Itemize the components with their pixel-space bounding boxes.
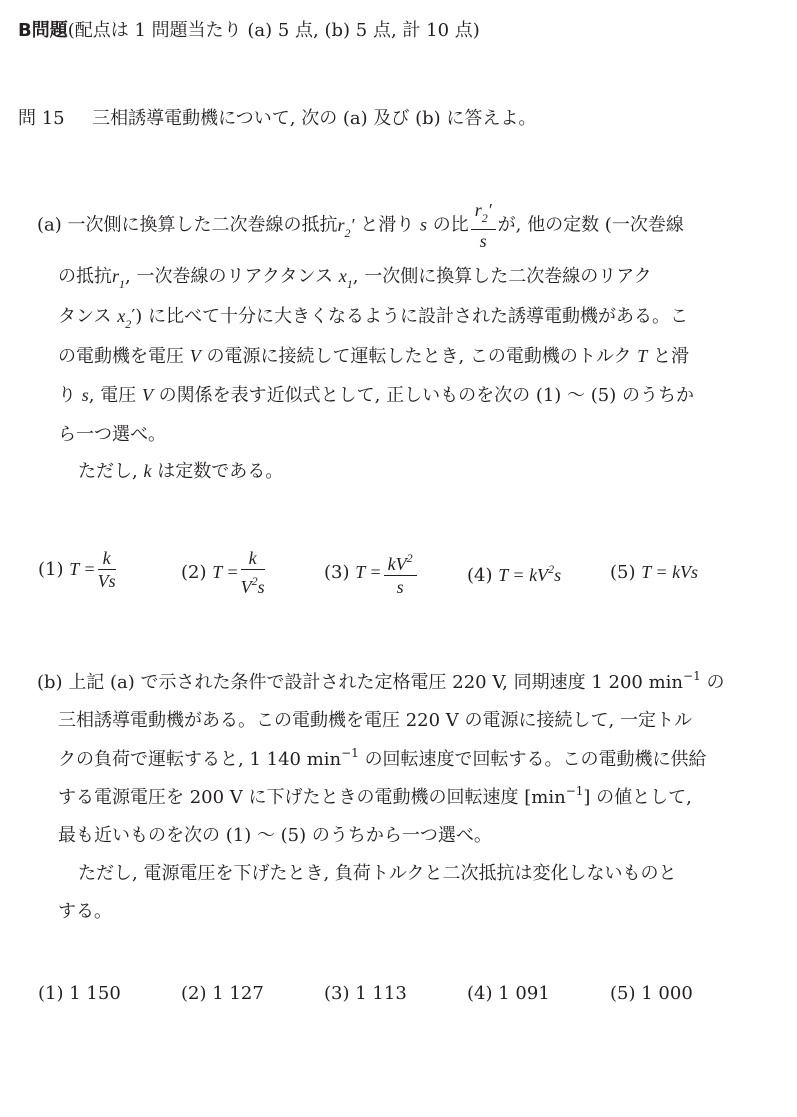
- option-label: (1): [38, 983, 64, 1004]
- den-rest: s: [257, 577, 265, 597]
- symbol-V: V: [141, 385, 153, 405]
- text: 最も近いものを次の (1) ～ (5) のうちから一つ選べ。: [58, 825, 492, 846]
- text: の関係を表す近似式として, 正しいものを次の (1) ～ (5) のうちか: [158, 385, 694, 406]
- part-b-line-1: [37, 668, 724, 694]
- text: 一次側に換算した二次巻線の抵抗: [67, 214, 338, 236]
- text: は定数である。: [157, 461, 284, 482]
- text: する。: [58, 901, 112, 922]
- symbol-s: s: [81, 385, 89, 405]
- part-a-line-6: [58, 420, 166, 446]
- expr-main: T = kV: [498, 565, 549, 585]
- symbol: r: [337, 214, 345, 235]
- option-a-4[interactable]: [467, 562, 561, 586]
- part-b-line-3: [58, 745, 707, 771]
- part-a-line-5: [58, 381, 694, 407]
- text: が, 他の定数 (一次巻線: [497, 214, 684, 236]
- subscript: 1: [119, 277, 126, 291]
- den-base: V: [240, 577, 252, 597]
- numerator: [471, 200, 496, 230]
- option-value: 1 000: [641, 983, 693, 1004]
- option-a-5[interactable]: [610, 562, 698, 583]
- text: 上記 (a) で示された条件で設計された定格電圧 220 V, 同期速度 1 200 min: [68, 672, 684, 693]
- superscript: 2: [548, 562, 555, 576]
- option-value: 1 113: [355, 983, 407, 1004]
- symbol-T: T: [637, 346, 648, 366]
- part-b-note-2: [58, 897, 112, 923]
- part-b-line-4: [58, 783, 692, 809]
- question-text: 三相誘導電動機について, 次の (a) 及び (b) に答えよ。: [92, 108, 537, 129]
- text: と滑: [653, 346, 690, 367]
- text: の回転速度で回転する。この電動機に供給: [364, 749, 707, 770]
- option-value: 1 150: [69, 983, 121, 1004]
- option-label: (1): [38, 559, 64, 580]
- lhs: T =: [355, 562, 382, 582]
- text: クの負荷で運転すると, 1 140 min: [58, 749, 342, 770]
- part-b-label: (b): [37, 672, 63, 693]
- question-title: [18, 104, 536, 130]
- symbol-s: s: [419, 214, 427, 235]
- fraction: [241, 548, 265, 597]
- text: の電動機を電圧: [58, 346, 184, 367]
- lhs: T =: [69, 559, 96, 579]
- text: タンス: [58, 306, 112, 327]
- option-value: 1 091: [498, 983, 550, 1004]
- option-label: (3): [324, 562, 350, 583]
- part-a-label: (a): [37, 214, 62, 236]
- section-header: [18, 16, 480, 42]
- option-b-2[interactable]: [181, 983, 264, 1004]
- numerator: [384, 548, 417, 576]
- option-b-4[interactable]: [467, 983, 550, 1004]
- text: ただし,: [78, 461, 138, 482]
- option-a-2[interactable]: [181, 548, 267, 597]
- part-b-line-5: [58, 821, 492, 847]
- expression: [498, 562, 562, 585]
- option-label: (4): [467, 565, 493, 586]
- denominator: s: [479, 231, 487, 251]
- text: の電源に接続して運転したとき, この電動機のトルク: [206, 346, 632, 367]
- text: , 電圧: [88, 385, 137, 406]
- part-a-note: [78, 457, 283, 483]
- text: , 一次巻線のリアクタンス: [125, 266, 334, 287]
- text: ] の値として,: [583, 787, 692, 808]
- expression: T = kVs: [641, 562, 699, 582]
- part-a-line-4: [58, 342, 689, 368]
- option-b-3[interactable]: [324, 983, 407, 1004]
- section-label: B問題: [18, 20, 68, 41]
- text: ら一つ選べ。: [58, 424, 166, 445]
- option-a-1[interactable]: [38, 548, 118, 591]
- option-label: (5): [610, 983, 636, 1004]
- part-b-note-1: [78, 859, 677, 885]
- option-label: (4): [467, 983, 493, 1004]
- fraction-r2-over-s: [471, 200, 496, 251]
- option-label: (2): [181, 562, 207, 583]
- subscript: 1: [346, 277, 353, 291]
- symbol: r: [112, 266, 120, 286]
- numerator: k: [241, 548, 265, 570]
- part-b-line-2: [58, 706, 692, 732]
- option-value: 1 127: [212, 983, 264, 1004]
- text: と滑り: [360, 214, 415, 236]
- denominator: s: [396, 577, 404, 597]
- subscript: 2: [344, 225, 351, 240]
- fraction: [98, 548, 116, 591]
- question-number: 問 15: [18, 108, 65, 129]
- option-label: (3): [324, 983, 350, 1004]
- scoring-note: (配点は 1 問題当たり (a) 5 点, (b) 5 点, 計 10 点): [67, 20, 480, 41]
- text: 三相誘導電動機がある。この電動機を電圧 220 V の電源に接続して, 一定トル: [58, 710, 692, 731]
- num-base: kV: [387, 554, 407, 574]
- subscript: 2: [481, 211, 488, 225]
- text: ′) に比べて十分に大きくなるように設計された誘導電動機がある。こ: [131, 306, 689, 327]
- option-label: (2): [181, 983, 207, 1004]
- symbol-r1: [112, 266, 126, 291]
- text: の比: [432, 214, 469, 236]
- denominator: [241, 570, 265, 597]
- symbol-x2: [117, 306, 132, 331]
- text: ただし, 電源電圧を下げたとき, 負荷トルクと二次抵抗は変化しないものと: [78, 863, 677, 884]
- part-a-line-1: [37, 200, 684, 251]
- text: , 一次側に換算した二次巻線のリアク: [352, 266, 652, 287]
- symbol: r: [474, 200, 482, 220]
- numerator: k: [98, 548, 116, 570]
- denominator: Vs: [97, 571, 116, 591]
- superscript: −1: [565, 784, 584, 798]
- superscript: −1: [341, 746, 359, 760]
- text: の抵抗: [58, 266, 112, 287]
- text: り: [58, 385, 76, 406]
- prime: ′: [487, 200, 492, 220]
- symbol-k: k: [143, 461, 152, 481]
- option-b-1[interactable]: [38, 983, 121, 1004]
- fraction: [384, 548, 417, 597]
- superscript: 2: [406, 551, 413, 565]
- part-a-line-2: [58, 262, 652, 292]
- expr-rest: s: [554, 565, 562, 585]
- symbol: x: [338, 266, 347, 286]
- option-b-5[interactable]: [610, 983, 693, 1004]
- text: の: [706, 672, 725, 693]
- symbol: x: [117, 306, 126, 326]
- lhs: T =: [212, 562, 239, 582]
- symbol-r2: [337, 214, 355, 240]
- symbol-V: V: [189, 346, 201, 366]
- part-a-line-3: [58, 302, 688, 332]
- subscript: 2: [125, 317, 132, 331]
- option-label: (5): [610, 562, 636, 583]
- superscript: −1: [683, 669, 701, 683]
- symbol-x1: [338, 266, 353, 291]
- prime: ′: [350, 214, 355, 235]
- superscript: 2: [251, 574, 258, 588]
- option-a-3[interactable]: [324, 548, 419, 597]
- text: する電源電圧を 200 V に下げたときの電動機の回転速度 [min: [58, 787, 566, 808]
